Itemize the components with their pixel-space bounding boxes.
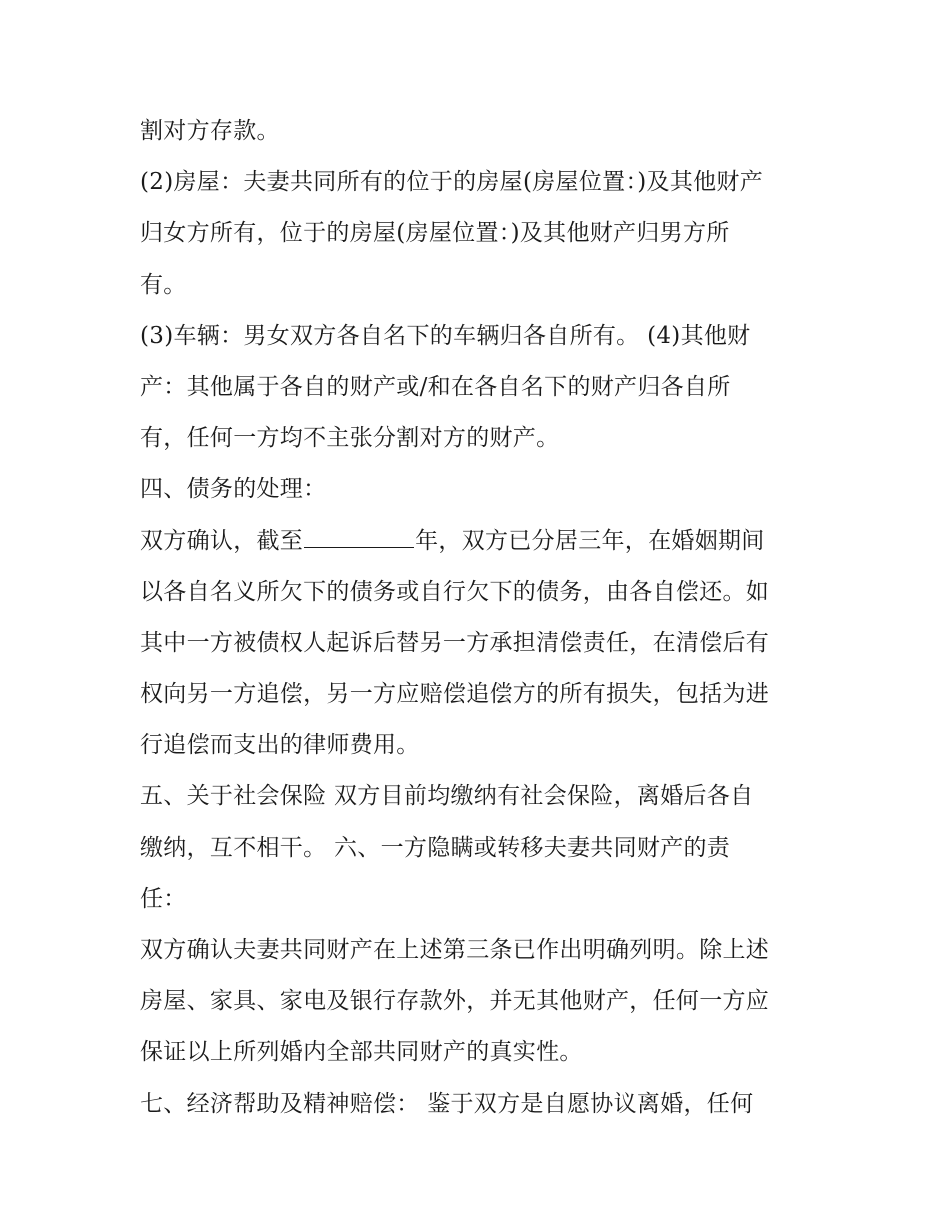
text-line: 任：	[140, 885, 187, 912]
text-line: 行追偿而支出的律师费用。	[140, 732, 420, 759]
text-line: (2)房屋：夫妻共同所有的位于的房屋(房屋位置：)及其他财产	[140, 169, 764, 196]
text-line: 缴纳，互不相干。 六、一方隐瞒或转移夫妻共同财产的责	[140, 834, 731, 861]
text-line: 有，任何一方均不主张分割对方的财产。	[140, 425, 560, 452]
section-heading-social-insurance: 五、关于社会保险 双方目前均缴纳有社会保险，离婚后各自	[140, 783, 754, 810]
document-body	[140, 106, 820, 1130]
section-heading-debts: 四、债务的处理：	[140, 476, 327, 503]
text-line: 产：其他属于各自的财产或/和在各自名下的财产归各自所	[140, 373, 731, 400]
section-heading-compensation: 七、经济帮助及精神赔偿： 鉴于双方是自愿协议离婚，任何	[140, 1090, 754, 1117]
text-line: 其中一方被债权人起诉后替另一方承担清偿责任，在清偿后有	[140, 629, 770, 656]
text-line: 割对方存款。	[140, 118, 280, 144]
text-fragment: 双方确认，截至	[140, 527, 304, 554]
text-line: 房屋、家具、家电及银行存款外，并无其他财产，任何一方应	[140, 988, 770, 1015]
fill-in-blank	[304, 525, 414, 548]
text-line: 有。	[140, 271, 187, 298]
text-line: 双方确认夫妻共同财产在上述第三条已作出明确列明。除上述	[140, 937, 770, 963]
text-line-with-blank	[140, 516, 820, 567]
text-line: 权向另一方追偿，另一方应赔偿追偿方的所有损失，包括为进	[140, 681, 770, 708]
text-line: 归女方所有，位于的房屋(房屋位置：)及其他财产归男方所	[140, 220, 730, 247]
text-line: 保证以上所列婚内全部共同财产的真实性。	[140, 1039, 583, 1066]
text-line: (3)车辆：男女双方各自名下的车辆归各自所有。 (4)其他财	[140, 322, 751, 349]
text-line: 以各自名义所欠下的债务或自行欠下的债务，由各自偿还。如	[140, 578, 770, 605]
text-fragment: 年，双方已分居三年，在婚姻期间	[415, 527, 765, 554]
